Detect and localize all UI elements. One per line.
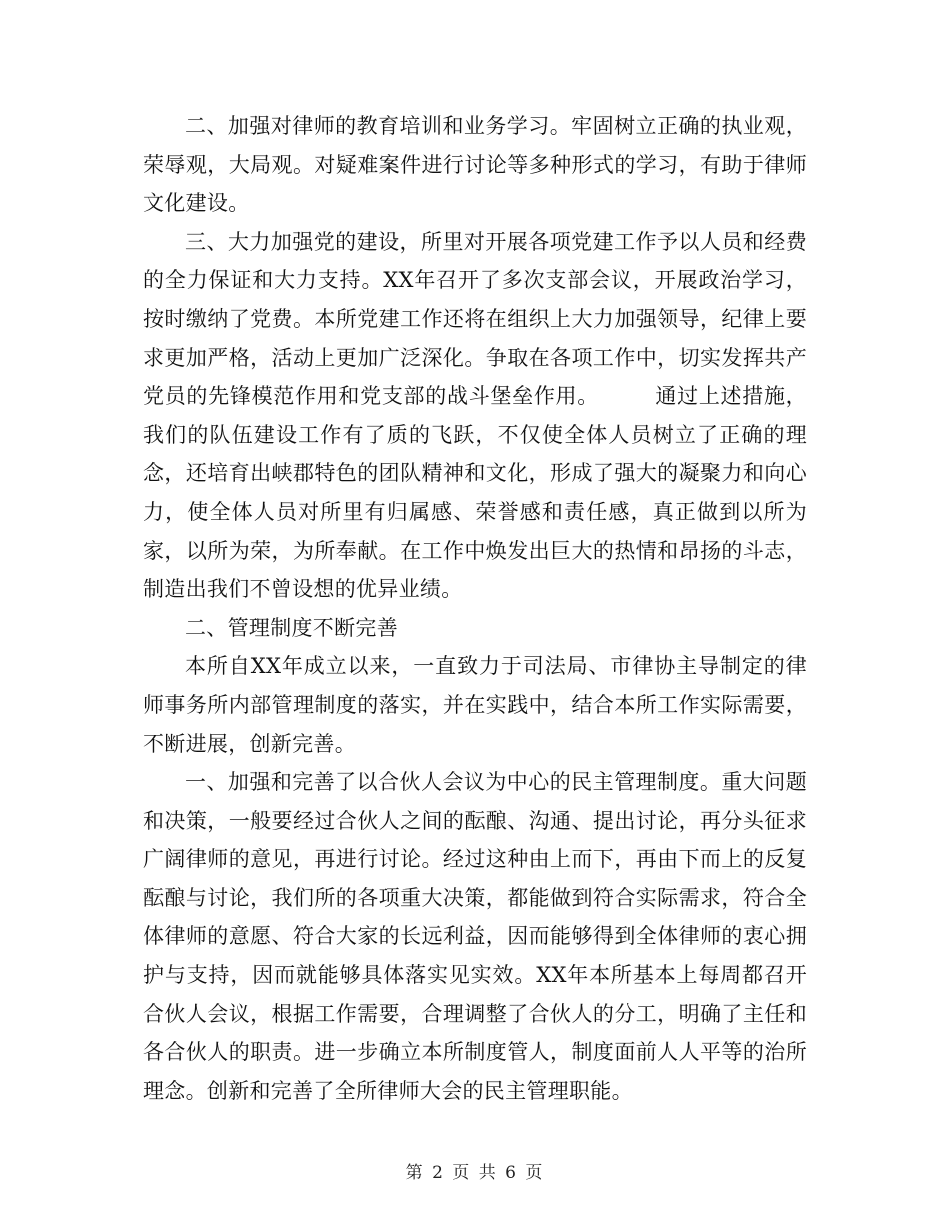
paragraph-management-intro: 本所自XX年成立以来，一直致力于司法局、市律协主导制定的律师事务所内部管理制度的落实，并在实践中，结合本所工作实际需要，不断进展，创新完善。 xyxy=(143,654,807,756)
paragraph-party-building xyxy=(143,223,807,609)
team-building-result-text: 通过上述措施，我们的队伍建设工作有了质的飞跃，不仅使全体人员树立了正确的理念，还培育出峡郡特色的团队精神和文化，形成了强大的凝聚力和向心力，使全体人员对所里有归属感、荣誉感和责任感，真正做到以所为家，以所为荣，为所奉献。在工作中焕发出巨大的热情和昂扬的斗志，制造出我们不曾设想的优异业绩。 xyxy=(143,384,807,602)
document-body xyxy=(143,107,807,1110)
page-number-footer: 第 2 页 共 6 页 xyxy=(405,1163,545,1183)
paragraph-lawyer-training: 二、加强对律师的教育培训和业务学习。牢固树立正确的执业观，荣辱观，大局观。对疑难案件进行讨论等多种形式的学习，有助于律师文化建设。 xyxy=(143,114,807,216)
paragraph-partner-meeting: 一、加强和完善了以合伙人会议为中心的民主管理制度。重大问题和决策，一般要经过合伙人之间的酝酿、沟通、提出讨论，再分头征求广阔律师的意见，再进行讨论。经过这种由上而下，再由下而上的反复酝酿与讨论，我们所的各项重大决策，都能做到符合实际需求，符合全体律师的意愿、符合大家的长远利益，因而能够得到全体律师的衷心拥护与支持，因而就能够具体落实见实效。XX年本所基本上每周都召开合伙人会议，根据工作需要，合理调整了合伙人的分工，明确了主任和各合伙人的职责。进一步确立本所制度管人，制度面前人人平等的治所理念。创新和完善了全所律师大会的民主管理职能。 xyxy=(143,770,807,1103)
party-building-text: 三、大力加强党的建设，所里对开展各项党建工作予以人员和经费的全力保证和大力支持。XX年召开了多次支部会议，开展政治学习，按时缴纳了党费。本所党建工作还将在组织上大力加强领导，纪律上要求更加严格，活动上更加广泛深化。争取在各项工作中，切实发挥共产党员的先锋模范作用和党支部的战斗堡垒作用。 xyxy=(143,229,807,409)
section-heading-management: 二、管理制度不断完善 xyxy=(185,615,398,640)
